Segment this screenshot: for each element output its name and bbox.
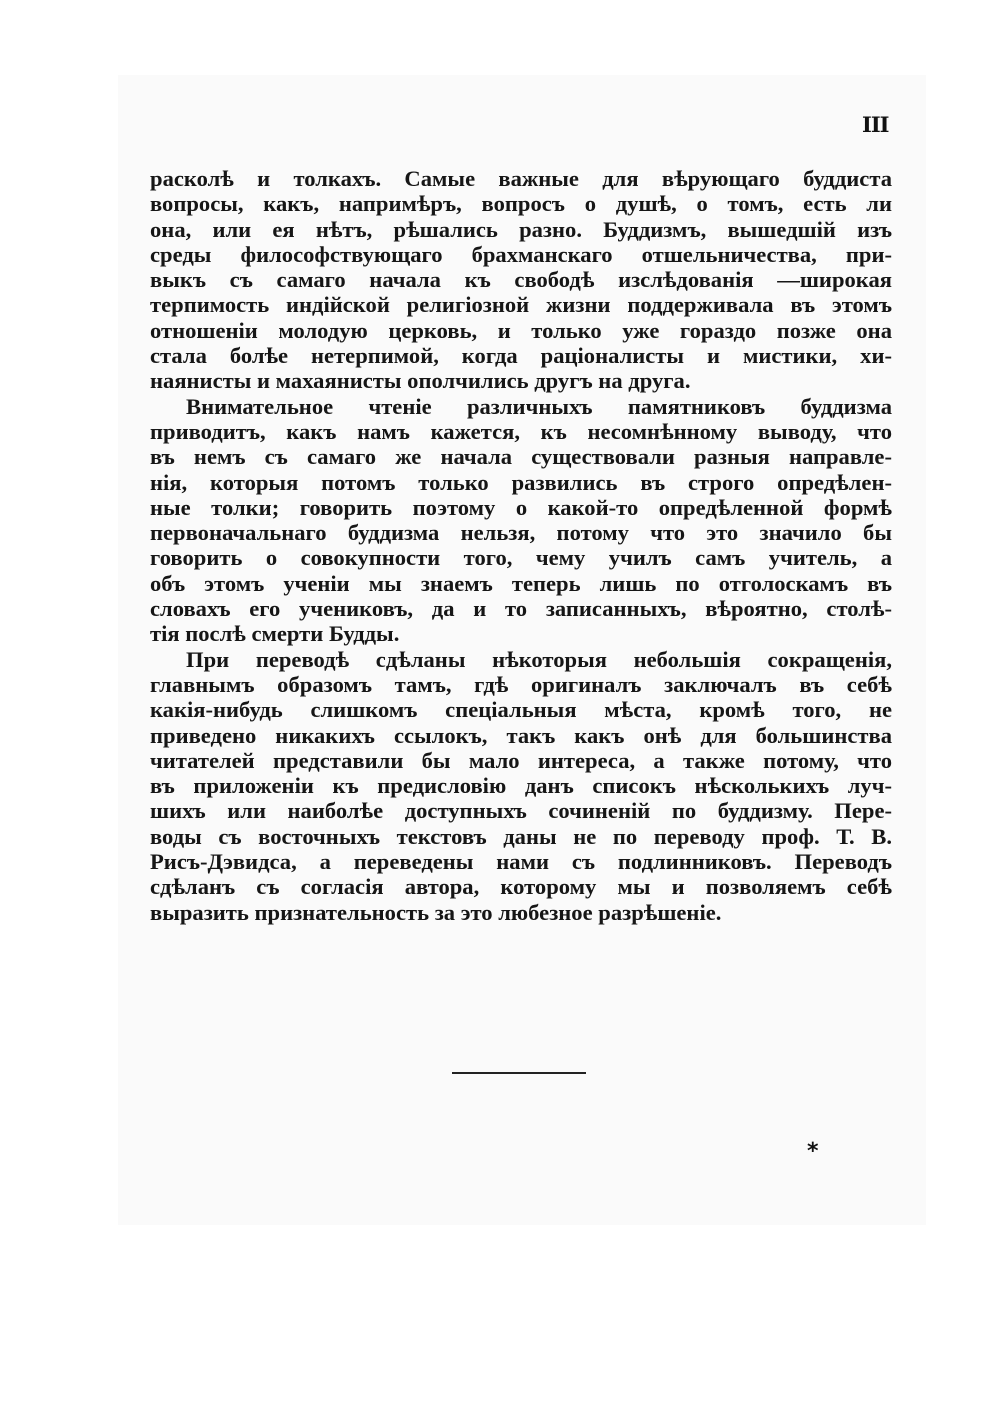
text-line: въ немъ съ самаго же начала существовали разныя направле- [150, 444, 892, 470]
text-line: читателей представили бы мало интереса, а также потому, что [150, 747, 892, 773]
text-line: Внимательное чтеніе различныхъ памятниковъ буддизма [186, 393, 892, 419]
text-line: выкъ съ самаго начала къ свободѣ изслѣдованія —широкая [150, 267, 892, 293]
text-line: первоначальнаго буддизма нельзя, потому что это значило бы [150, 520, 892, 546]
text-line: наянисты и махаянисты ополчились другъ на друга. [150, 368, 691, 394]
text-line: нія, которыя потомъ только развились въ строго опредѣлен- [150, 469, 892, 495]
text-line: какія-нибудь слишкомъ спеціальныя мѣста, кромѣ того, не [150, 697, 892, 723]
text-line: она, или ея нѣтъ, рѣшались разно. Буддизмъ, вышедшій изъ [150, 216, 892, 242]
paragraph-2 [150, 394, 892, 647]
footer-asterisk: * [807, 1139, 819, 1164]
paragraph-1 [150, 166, 892, 394]
text-line: тія послѣ смерти Будды. [150, 621, 400, 647]
text-line: объ этомъ ученіи мы знаемъ теперь лишь по отголоскамъ въ [150, 570, 892, 596]
text-line: При переводѣ сдѣланы нѣкоторыя небольшія сокращенія, [186, 646, 892, 672]
text-line: выразить признательность за это любезное разрѣшеніе. [150, 899, 722, 925]
text-line: сдѣланъ съ согласія автора, которому мы и позволяемъ себѣ [150, 874, 892, 900]
text-line: терпимость индійской религіозной жизни поддерживала въ этомъ [150, 292, 892, 318]
text-line: воды съ восточныхъ текстовъ даны не по переводу проф. Т. В. [150, 823, 892, 849]
text-line: Рисъ-Дэвидса, а переведены нами съ подлинниковъ. Переводъ [150, 849, 892, 875]
text-line: шихъ или наиболѣе доступныхъ сочиненій по буддизму. Пере- [150, 798, 892, 824]
text-line: приводитъ, какъ намъ кажется, къ несомнѣнному выводу, что [150, 418, 892, 444]
text-line: отношеніи молодую церковь, и только уже гораздо позже она [150, 317, 892, 343]
text-line: среды философствующаго брахманскаго отшельничества, при- [150, 241, 892, 267]
text-line: главнымъ образомъ тамъ, гдѣ оригиналъ заключалъ въ себѣ [150, 671, 892, 697]
text-line: въ приложеніи къ предисловію данъ списокъ нѣсколькихъ луч- [150, 773, 892, 799]
text-line: словахъ его учениковъ, да и то записанныхъ, вѣроятно, столѣ- [150, 596, 892, 622]
text-line: ные толки; говорить поэтому о какой-то опредѣленной формѣ [150, 494, 892, 520]
paragraph-3 [150, 647, 892, 925]
body-text [150, 166, 892, 925]
text-line: вопросы, какъ, напримѣръ, вопросъ о душѣ, о томъ, есть ли [150, 191, 892, 217]
text-line: стала болѣе нетерпимой, когда раціоналисты и мистики, хи- [150, 343, 892, 369]
text-line: расколѣ и толкахъ. Самые важные для вѣрующаго буддиста [150, 166, 892, 191]
text-line: говорить о совокупности того, чему училъ самъ учитель, а [150, 545, 892, 571]
text-line: приведено никакихъ ссылокъ, такъ какъ онѣ для большинства [150, 722, 892, 748]
section-divider [452, 1072, 586, 1074]
page-number: III [862, 112, 889, 137]
